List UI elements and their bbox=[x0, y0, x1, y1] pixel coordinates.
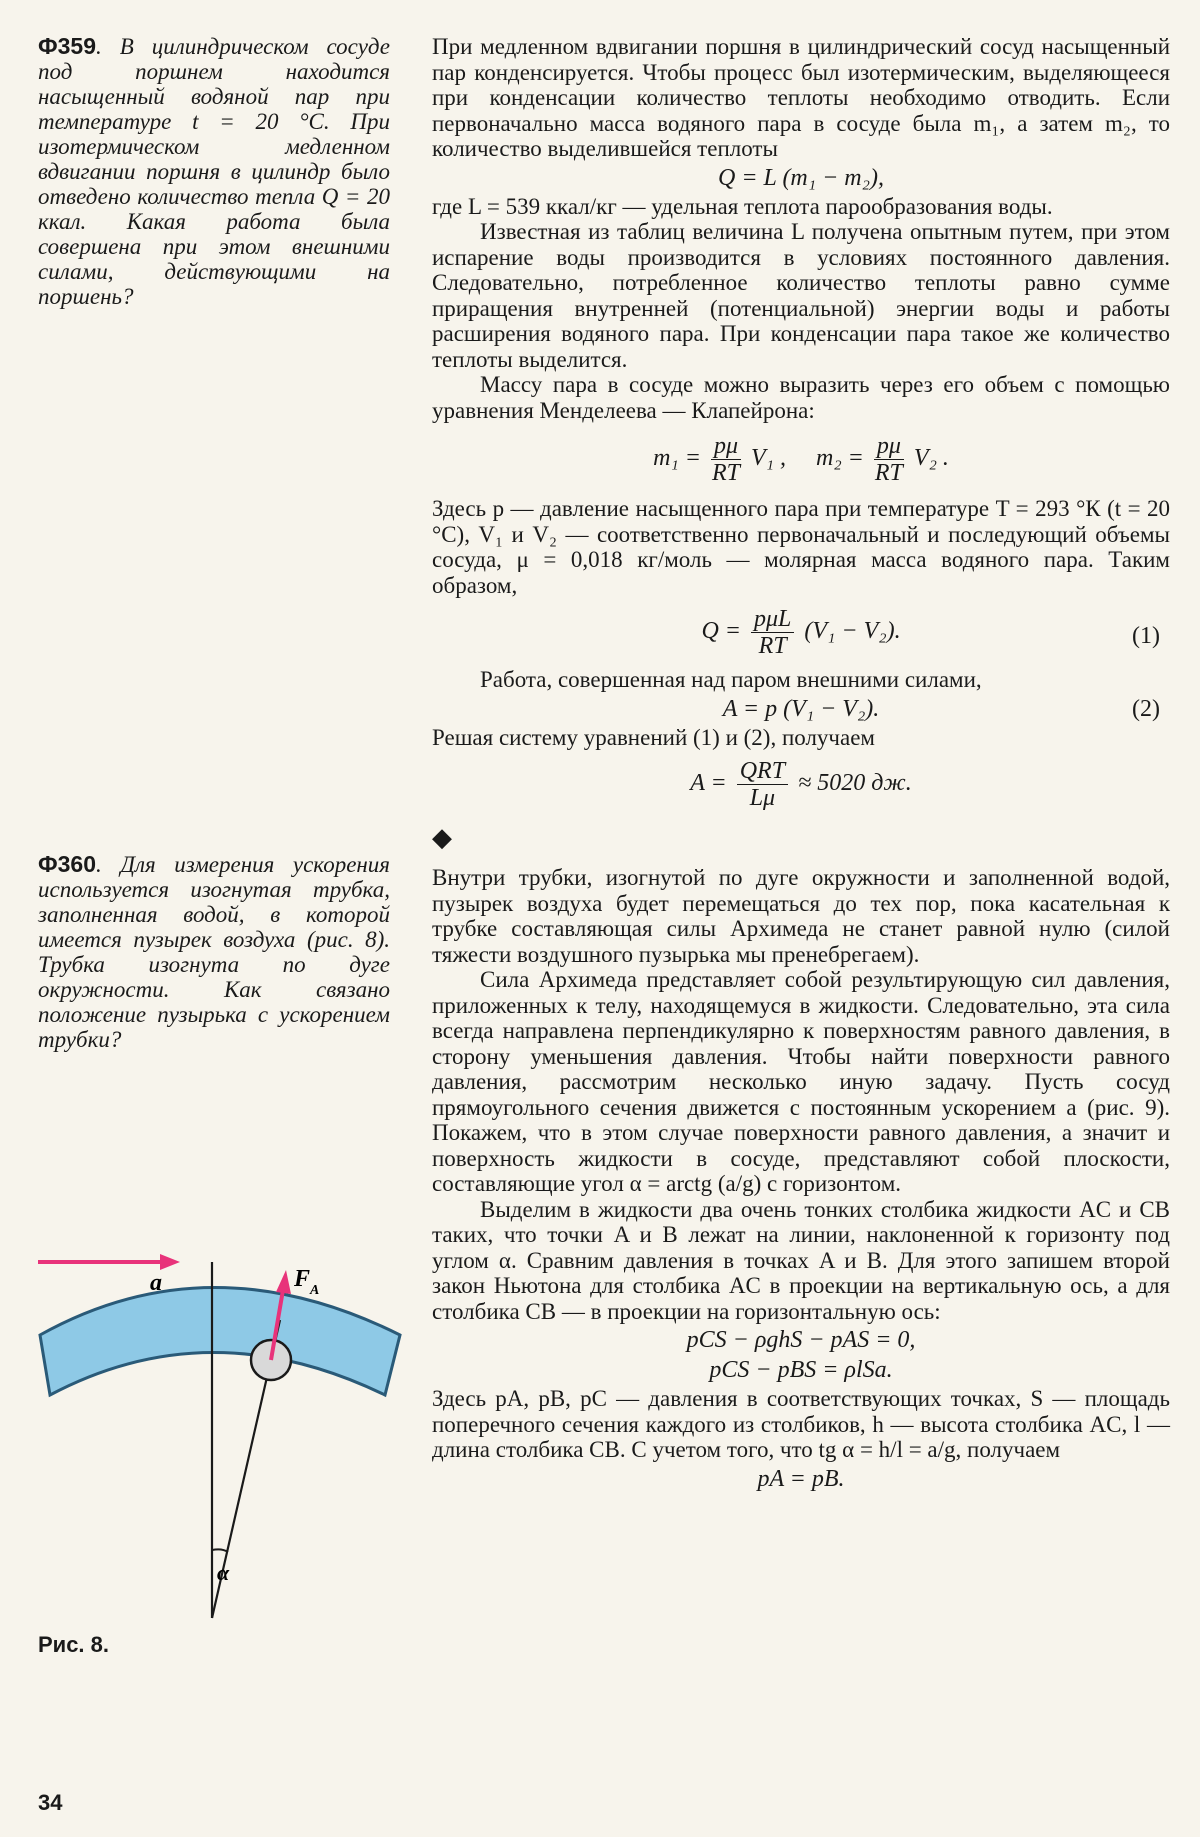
f3-rhs: ≈ 5020 дж. bbox=[798, 770, 912, 797]
mass-num-2: pμ bbox=[874, 433, 904, 460]
problem-360-number: Ф360 bbox=[38, 851, 97, 877]
eq-a: pCS − ρghS − pAS = 0, bbox=[686, 1327, 916, 1353]
sol-359-p4: Массу пара в сосуде можно выразить через его объем с помощью уравнения Менделеева — Клапейрона: bbox=[432, 372, 1170, 423]
left-column bbox=[38, 33, 390, 1052]
problem-360-text: . Для измерения ускорения используется изогнутая трубка, заполненная водой, в которой имеется пузырек воздуха (рис. 8). Трубка изогнута по дуге окружности. Как связано положение пузырька с ускорением трубки? bbox=[38, 852, 390, 1052]
formula-2 bbox=[432, 695, 1170, 723]
sol-359-p3: Известная из таблиц величина L получена опытным путем, при этом испарение воды производится в условиях постоянного давления. Следовательно, потребленное количество теплоты равно сумме приращения внутренней (потенциальной) энергии воды и работы расширения водяного пара. При конденсации пара такое же количество теплоты выделится. bbox=[432, 219, 1170, 372]
mass-v2: V₂ . bbox=[913, 445, 949, 472]
angle-arc bbox=[212, 1549, 228, 1552]
f1-fraction bbox=[751, 606, 794, 659]
f3-num: QRT bbox=[737, 758, 788, 785]
mass-v1: V₁ , bbox=[750, 445, 786, 472]
page-number: 34 bbox=[38, 1790, 63, 1815]
problem-359-statement bbox=[38, 34, 390, 309]
sol-360-p3: Выделим в жидкости два очень тонких столбика жидкости AC и CB таких, что точки A и B лежат на линии, наклоненной к горизонту под углом α. Сравним давления в точках A и B. Для этого запишем второй закон Ньютона для столбика AC в проекции на вертикальную ось, а для столбика CB — в проекции на горизонтальную ось: bbox=[432, 1196, 1170, 1324]
sol-359-p2: где L = 539 ккал/кг — удельная теплота парообразования воды. bbox=[432, 193, 1053, 219]
figure-8 bbox=[30, 1250, 410, 1630]
sol-359-p6: Работа, совершенная над паром внешними силами, bbox=[480, 667, 982, 692]
label-a: a bbox=[150, 1270, 162, 1296]
f1-lhs: Q = bbox=[701, 618, 741, 645]
problem-359-text: . В цилиндрическом сосуде под поршнем находится насыщенный водяной пар при температуре t = 20 °С. При изотермическом медленном вдвигании поршня в цилиндр было отведено количество тепла Q = 20 ккал. Какая работа была совершена при этом внешними силами, действующими на поршень? bbox=[38, 34, 390, 309]
f1-num: pμL bbox=[751, 606, 794, 633]
label-f-sub: A bbox=[310, 1283, 320, 1298]
acceleration-arrow bbox=[160, 1254, 180, 1270]
mass-fraction-1 bbox=[711, 433, 741, 486]
right-column bbox=[432, 34, 1170, 1495]
mass-den-2: RT bbox=[874, 460, 903, 486]
sol-359-p1: При медленном вдвигании поршня в цилиндрический сосуд насыщенный пар конденсируется. Чтобы процесс был изотермическим, выделяющееся при конденсации количество теплоты необходимо отводить. Если первоначально масса водяного пара в сосуде была m₁, а затем m₂, то количество выделившейся теплоты bbox=[432, 34, 1170, 161]
f3-den: Lμ bbox=[749, 785, 776, 811]
problem-360-statement bbox=[38, 852, 390, 1052]
f3-fraction bbox=[737, 758, 788, 811]
eq-c: pA = pB. bbox=[757, 1465, 845, 1492]
sol-359-p5: Здесь p — давление насыщенного пара при температуре T = 293 °К (t = 20 °С), V₁ и V₂ — соответственно первоначальный и последующий объемы сосуда, μ = 0,018 кг/моль — молярная масса водяного пара. Таким образом, bbox=[432, 496, 1170, 598]
mass-m2-lhs: m₂ = bbox=[816, 445, 864, 472]
eq-b: pCS − pBS = ρlSa. bbox=[709, 1357, 893, 1383]
sol-359-p7: Решая систему уравнений (1) и (2), получаем bbox=[432, 724, 875, 750]
formula-mass bbox=[432, 433, 1170, 486]
bent-tube bbox=[40, 1288, 400, 1396]
mass-fraction-2 bbox=[874, 433, 904, 486]
f1-den: RT bbox=[758, 633, 787, 659]
label-alpha: α bbox=[217, 1560, 230, 1585]
formula-3 bbox=[432, 758, 1170, 811]
formula-heat: Q = L (m₁ − m₂), bbox=[718, 164, 884, 191]
mass-m1-lhs: m₁ = bbox=[653, 445, 701, 472]
force-arrow bbox=[276, 1270, 291, 1294]
f1-rhs: (V₁ − V₂). bbox=[804, 618, 901, 645]
f2-expr: A = p (V₁ − V₂). bbox=[722, 695, 880, 722]
sol-360-p1: Внутри трубки, изогнутой по дуге окружности и заполненной водой, пузырек воздуха будет перемещаться до тех пор, пока касательная к трубке составляющая силы Архимеда не станет равной нулю (силой тяжести воздушного пузырька мы пренебрегаем). bbox=[432, 865, 1170, 967]
f1-eqno: (1) bbox=[1132, 623, 1160, 649]
sol-360-p2: Сила Архимеда представляет собой результирующую сил давления, приложенных к телу, находящемуся в жидкости. Следовательно, эта сила всегда направлена перпендикулярно к поверхностям равного давления, в сторону уменьшения давления. Чтобы найти поверхности равного давления, рассмотрим несколько иную задачу. Пусть сосуд прямоугольного сечения движется с постоянным ускорением a (рис. 9). Покажем, что в этом случае поверхности равного давления, а значит и поверхность жидкости в сосуде, представляют собой плоскости, составляющие угол α = arctg (a/g) с горизонтом. bbox=[432, 967, 1170, 1196]
sol-360-p4: Здесь pA, pB, pC — давления в соответствующих точках, S — площадь поперечного сечения каждого из столбиков, h — высота столбика AC, l — длина столбика CB. С учетом того, что tg α = h/l = a/g, получаем bbox=[432, 1386, 1170, 1462]
f2-eqno: (2) bbox=[1132, 695, 1160, 722]
formula-1 bbox=[432, 606, 1170, 659]
section-separator: ◆ bbox=[432, 823, 452, 852]
figure-caption: Рис. 8. bbox=[38, 1632, 110, 1657]
problem-359-number: Ф359 bbox=[38, 33, 97, 59]
mass-den-1: RT bbox=[711, 460, 740, 486]
f3-lhs: A = bbox=[690, 770, 727, 797]
mass-num-1: pμ bbox=[711, 433, 741, 460]
label-f: F bbox=[294, 1266, 311, 1292]
